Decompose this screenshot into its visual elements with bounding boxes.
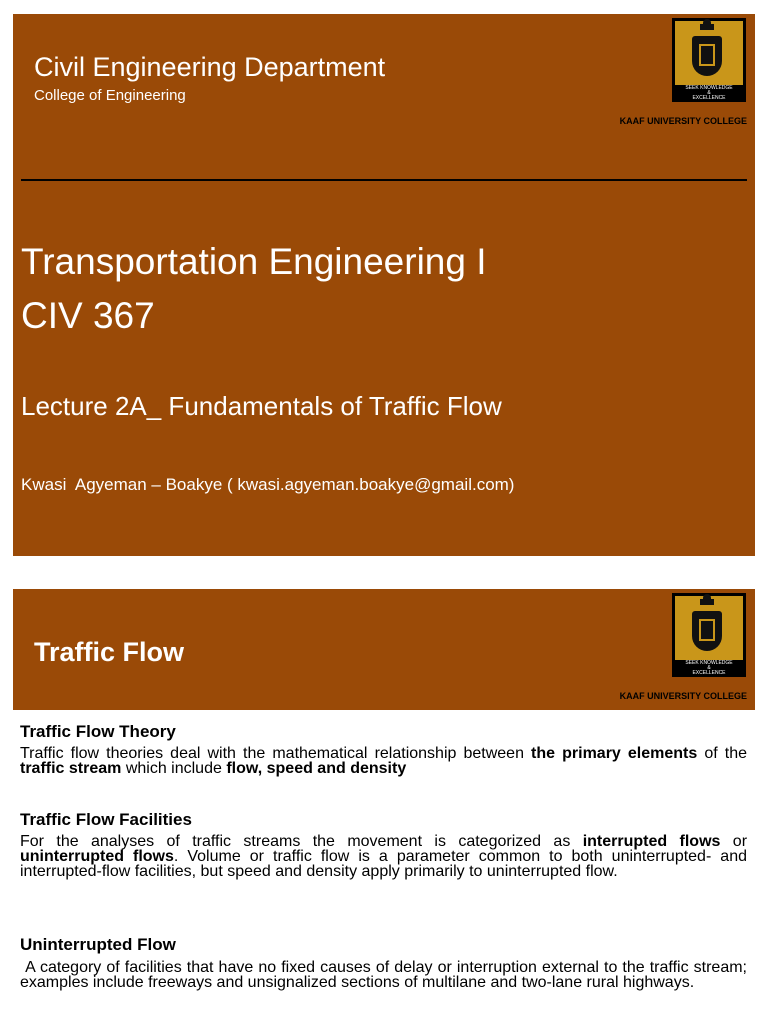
header-divider [21, 179, 747, 181]
text-run: or [720, 833, 748, 850]
institution-name: KAAF UNIVERSITY COLLEGE [619, 116, 747, 126]
section-heading-theory: Traffic Flow Theory [20, 722, 176, 741]
bold-run: uninterrupted flows [20, 848, 174, 865]
logo-motto-line-1: SEEK KNOWLEDGE [685, 660, 733, 666]
university-logo [672, 593, 746, 677]
slide-title: Traffic Flow [34, 637, 185, 667]
cap-brim [700, 24, 714, 30]
emblem-glyph-icon [699, 619, 715, 641]
section-heading-uninterrupted: Uninterrupted Flow [20, 935, 176, 954]
course-code: CIV 367 [21, 295, 155, 336]
logo-motto-line-3: EXCELLENCE [692, 95, 726, 101]
content-slide-header [13, 589, 755, 710]
logo-motto-line-1: SEEK KNOWLEDGE [685, 85, 733, 91]
paragraph-facilities [20, 834, 747, 879]
department-title: Civil Engineering Department [34, 52, 386, 82]
text-run: which include [121, 760, 227, 777]
logo-motto-line-2: & [707, 90, 711, 96]
paragraph-theory [20, 746, 747, 776]
section-heading-facilities: Traffic Flow Facilities [20, 810, 192, 829]
text-run: A category of facilities that have no fixed causes of delay or interruption external to the traffic stream; examples include freeways and unsignalized sections of multilane and two-lane rural highways. [20, 959, 752, 991]
institution-name: KAAF UNIVERSITY COLLEGE [619, 691, 747, 701]
paragraph-uninterrupted [20, 959, 752, 991]
college-subtitle: College of Engineering [34, 87, 186, 104]
logo-motto-line-3: EXCELLENCE [692, 670, 726, 676]
emblem-glyph-icon [699, 44, 715, 66]
course-title: Transportation Engineering I [21, 241, 487, 282]
author-line: Kwasi Agyeman – Boakye ( kwasi.agyeman.boakye@gmail.com) [21, 475, 515, 494]
bold-run: the primary elements [531, 745, 698, 762]
bold-run: traffic stream [20, 760, 122, 777]
bold-run: flow, speed and density [226, 760, 407, 777]
lecture-title: Lecture 2A_ Fundamentals of Traffic Flow [21, 391, 502, 421]
university-logo [672, 18, 746, 102]
text-run: Traffic flow theories deal with the mathematical relationship between [20, 745, 532, 762]
logo-motto-line-2: & [707, 665, 711, 671]
text-run: . Volume or traffic flow is a parameter common to both uninterrupted- and interrupted-flow facilities, but speed and density apply primarily to uninterrupted flow. [20, 848, 748, 880]
text-run: For the analyses of traffic streams the movement is categorized as [20, 833, 583, 850]
cap-brim [700, 599, 714, 605]
bold-run: interrupted flows [582, 833, 721, 850]
title-slide [13, 14, 755, 556]
text-run: of the [697, 745, 748, 762]
